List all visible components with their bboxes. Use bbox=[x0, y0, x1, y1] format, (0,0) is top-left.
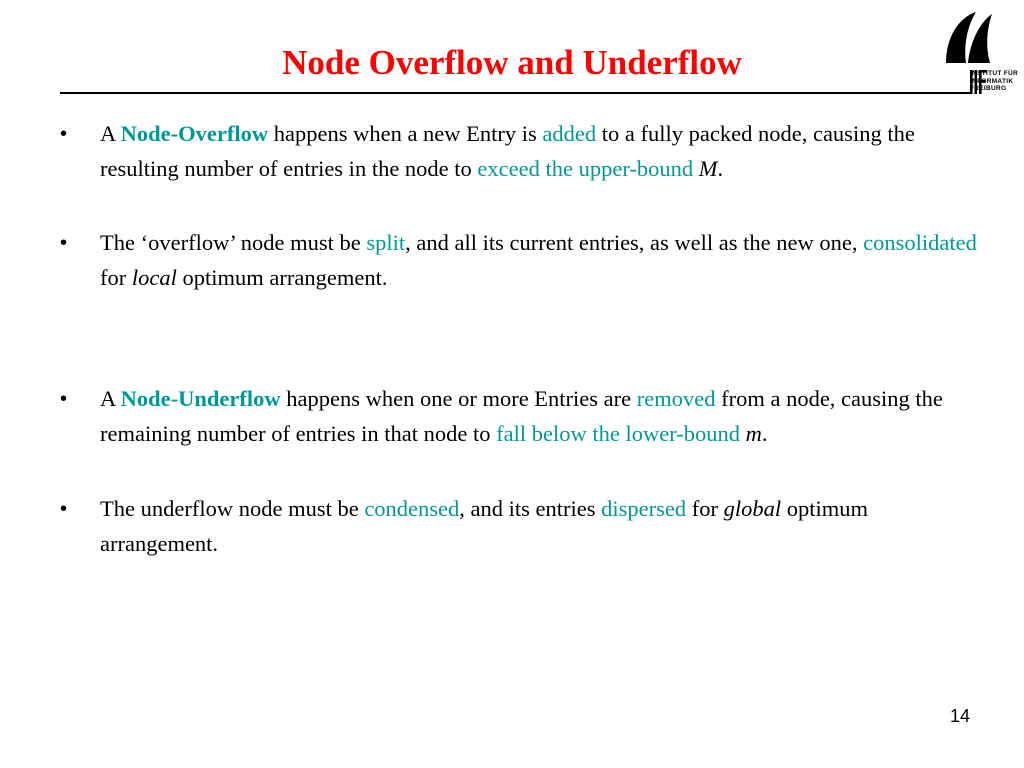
highlighted-term: Node-Overflow bbox=[120, 121, 269, 146]
text-run: happens when one or more Entries are bbox=[280, 386, 637, 411]
text-run: from a node, causing the remaining number of entries in that node to bbox=[100, 386, 943, 446]
text-run: , and its entries bbox=[459, 496, 602, 521]
iif-logo-mark bbox=[936, 8, 1020, 108]
highlighted-term: global bbox=[723, 496, 782, 521]
highlighted-term: M bbox=[698, 155, 718, 181]
bullet-text bbox=[100, 226, 980, 295]
highlighted-term: exceed the upper-bound bbox=[477, 155, 694, 181]
title-divider bbox=[60, 92, 972, 94]
slide-title: Node Overflow and Underflow bbox=[282, 43, 742, 82]
highlighted-term: added bbox=[542, 121, 597, 146]
logo-line: INFORMATIK bbox=[970, 77, 1014, 85]
logo-caption bbox=[970, 70, 1018, 93]
text-run: optimum arrangement. bbox=[176, 264, 388, 290]
bullet-text bbox=[100, 492, 980, 561]
highlighted-term: dispersed bbox=[601, 496, 687, 521]
bullet-marker: • bbox=[60, 232, 68, 254]
highlighted-term: fall below the lower-bound bbox=[496, 420, 741, 446]
page-number: 14 bbox=[949, 706, 970, 726]
bullet-text bbox=[100, 382, 980, 451]
highlighted-term: Node-Underflow bbox=[120, 386, 281, 411]
text-run: optimum arrangement. bbox=[100, 496, 869, 556]
highlighted-term: consolidated bbox=[863, 230, 977, 255]
text-run: A bbox=[100, 386, 121, 411]
highlighted-term: condensed bbox=[364, 496, 460, 521]
text-run: , and all its current entries, as well as the new one, bbox=[405, 230, 864, 255]
text-run: The underflow node must be bbox=[100, 496, 365, 521]
highlighted-term: m bbox=[745, 420, 762, 446]
text-run: The ‘overflow’ node must be bbox=[100, 230, 367, 255]
text-run: . bbox=[717, 155, 724, 181]
text-run: A bbox=[100, 121, 121, 146]
bullet-marker: • bbox=[60, 498, 68, 520]
highlighted-term: removed bbox=[636, 386, 716, 411]
bullet-marker: • bbox=[60, 123, 68, 145]
text-run: to a fully packed node, causing the resulting number of entries in the node to bbox=[100, 121, 915, 181]
text-run: for bbox=[686, 496, 724, 521]
text-run: . bbox=[761, 420, 768, 446]
logo-line: FREIBURG bbox=[970, 85, 1007, 92]
text-run: for bbox=[100, 264, 132, 290]
highlighted-term: local bbox=[131, 264, 177, 290]
bullet-text bbox=[100, 117, 980, 186]
logo-line: INSTITUT FÜR bbox=[970, 70, 1019, 77]
bullet-marker: • bbox=[60, 388, 68, 410]
text-run: happens when a new Entry is bbox=[268, 121, 543, 146]
highlighted-term: split bbox=[366, 230, 406, 255]
